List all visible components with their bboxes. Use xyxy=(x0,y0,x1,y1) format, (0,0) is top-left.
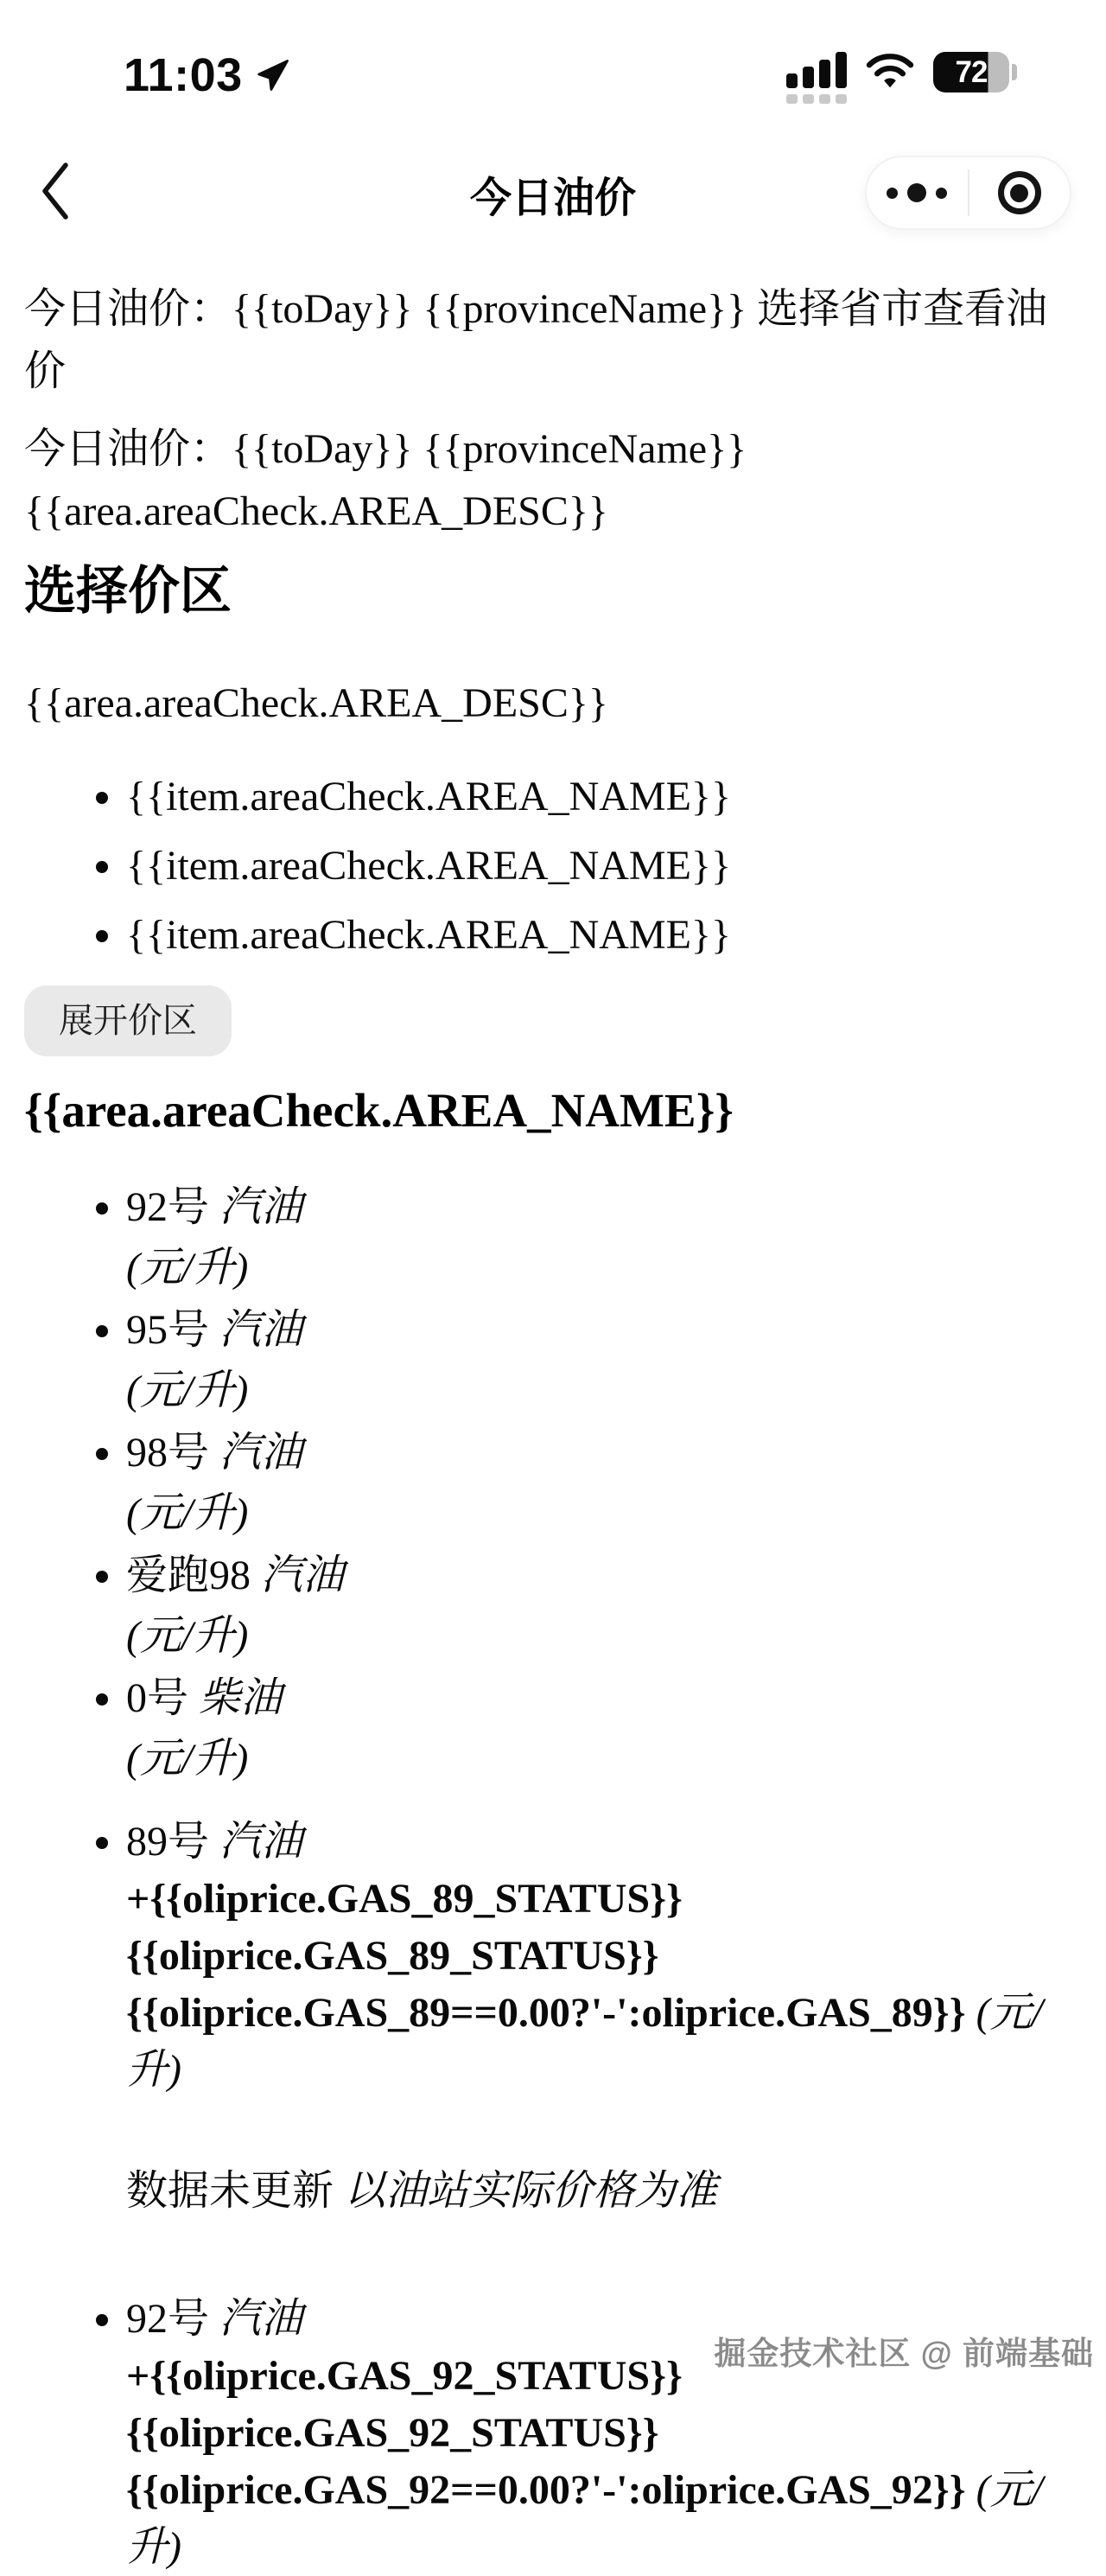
area-options-list xyxy=(24,766,1089,966)
section-heading-area-name: {{area.areaCheck.AREA_NAME}} xyxy=(24,1084,734,1137)
price-status-line: {{oliprice.GAS_89_STATUS}} xyxy=(126,1933,659,1979)
battery-icon xyxy=(933,52,1009,92)
data-note: 数据未更新 以油站实际价格为准 xyxy=(126,2168,718,2214)
expand-price-area-button[interactable]: 展开价区 xyxy=(24,985,232,1056)
list-item: • 92号 汽油 (元/升) xyxy=(126,1177,1089,1298)
wifi-icon xyxy=(866,52,914,90)
fuel-price-list xyxy=(24,1814,1089,2576)
price-status-line: +{{oliprice.GAS_92_STATUS}} xyxy=(126,2353,683,2399)
list-item: • {{item.areaCheck.AREA_NAME}} xyxy=(126,835,1089,897)
ellipsis-icon xyxy=(887,183,947,202)
area-desc: {{area.areaCheck.AREA_DESC}} xyxy=(24,680,608,726)
close-home-button[interactable] xyxy=(969,157,1071,228)
section-heading-price-area: 选择价区 xyxy=(24,562,232,620)
list-item: • 89号 汽油 +{{oliprice.GAS_89_STATUS}} {{oliprice.GAS_89_STATUS}} {{oliprice.GAS_89==0.00?'-':oliprice.GAS_89}} (元/升) 数据未更新 以油站实际价格为准 xyxy=(126,1814,1089,2220)
location-arrow-icon xyxy=(255,57,291,93)
status-bar xyxy=(0,0,1106,121)
list-item: • 95号 汽油 (元/升) xyxy=(126,1300,1089,1421)
list-item: • 98号 汽油 (元/升) xyxy=(126,1423,1089,1544)
fuel-types-list xyxy=(24,1177,1089,1789)
cellular-signal-icon xyxy=(786,52,847,104)
watermark: 掘金技术社区 @ 前端基础 xyxy=(714,2336,1094,2371)
miniprogram-capsule xyxy=(865,156,1071,230)
price-expression: {{oliprice.GAS_92==0.00?'-':oliprice.GAS_92}} xyxy=(126,2467,966,2513)
price-status-line: {{oliprice.GAS_92_STATUS}} xyxy=(126,2410,659,2456)
page-content xyxy=(0,278,1106,2576)
intro-line-1: 今日油价：{{toDay}} {{provinceName}} 选择省市查看油价 xyxy=(24,286,1048,394)
list-item: • {{item.areaCheck.AREA_NAME}} xyxy=(126,904,1089,966)
clock-time: 11:03 xyxy=(124,49,243,101)
list-item: • {{item.areaCheck.AREA_NAME}} xyxy=(126,766,1089,828)
list-item: • 0号 柴油 (元/升) xyxy=(126,1668,1089,1789)
list-item: • 92号 汽油 +{{oliprice.GAS_92_STATUS}} {{oliprice.GAS_92_STATUS}} {{oliprice.GAS_92==0.00?'-':oliprice.GAS_92}} (元/升) xyxy=(126,2291,1089,2576)
nav-bar xyxy=(0,121,1106,259)
more-options-button[interactable] xyxy=(867,157,968,228)
intro-line-2: 今日油价：{{toDay}} {{provinceName}} {{area.areaCheck.AREA_DESC}} xyxy=(24,426,747,534)
price-expression: {{oliprice.GAS_89==0.00?'-':oliprice.GAS_89}} xyxy=(126,1990,966,2036)
target-icon xyxy=(998,171,1041,214)
price-status-line: +{{oliprice.GAS_89_STATUS}} xyxy=(126,1876,683,1922)
list-item: • 爱跑98 汽油 (元/升) xyxy=(126,1546,1089,1667)
battery-percent: 72 xyxy=(955,54,988,89)
page-title: 今日油价 xyxy=(469,175,636,221)
